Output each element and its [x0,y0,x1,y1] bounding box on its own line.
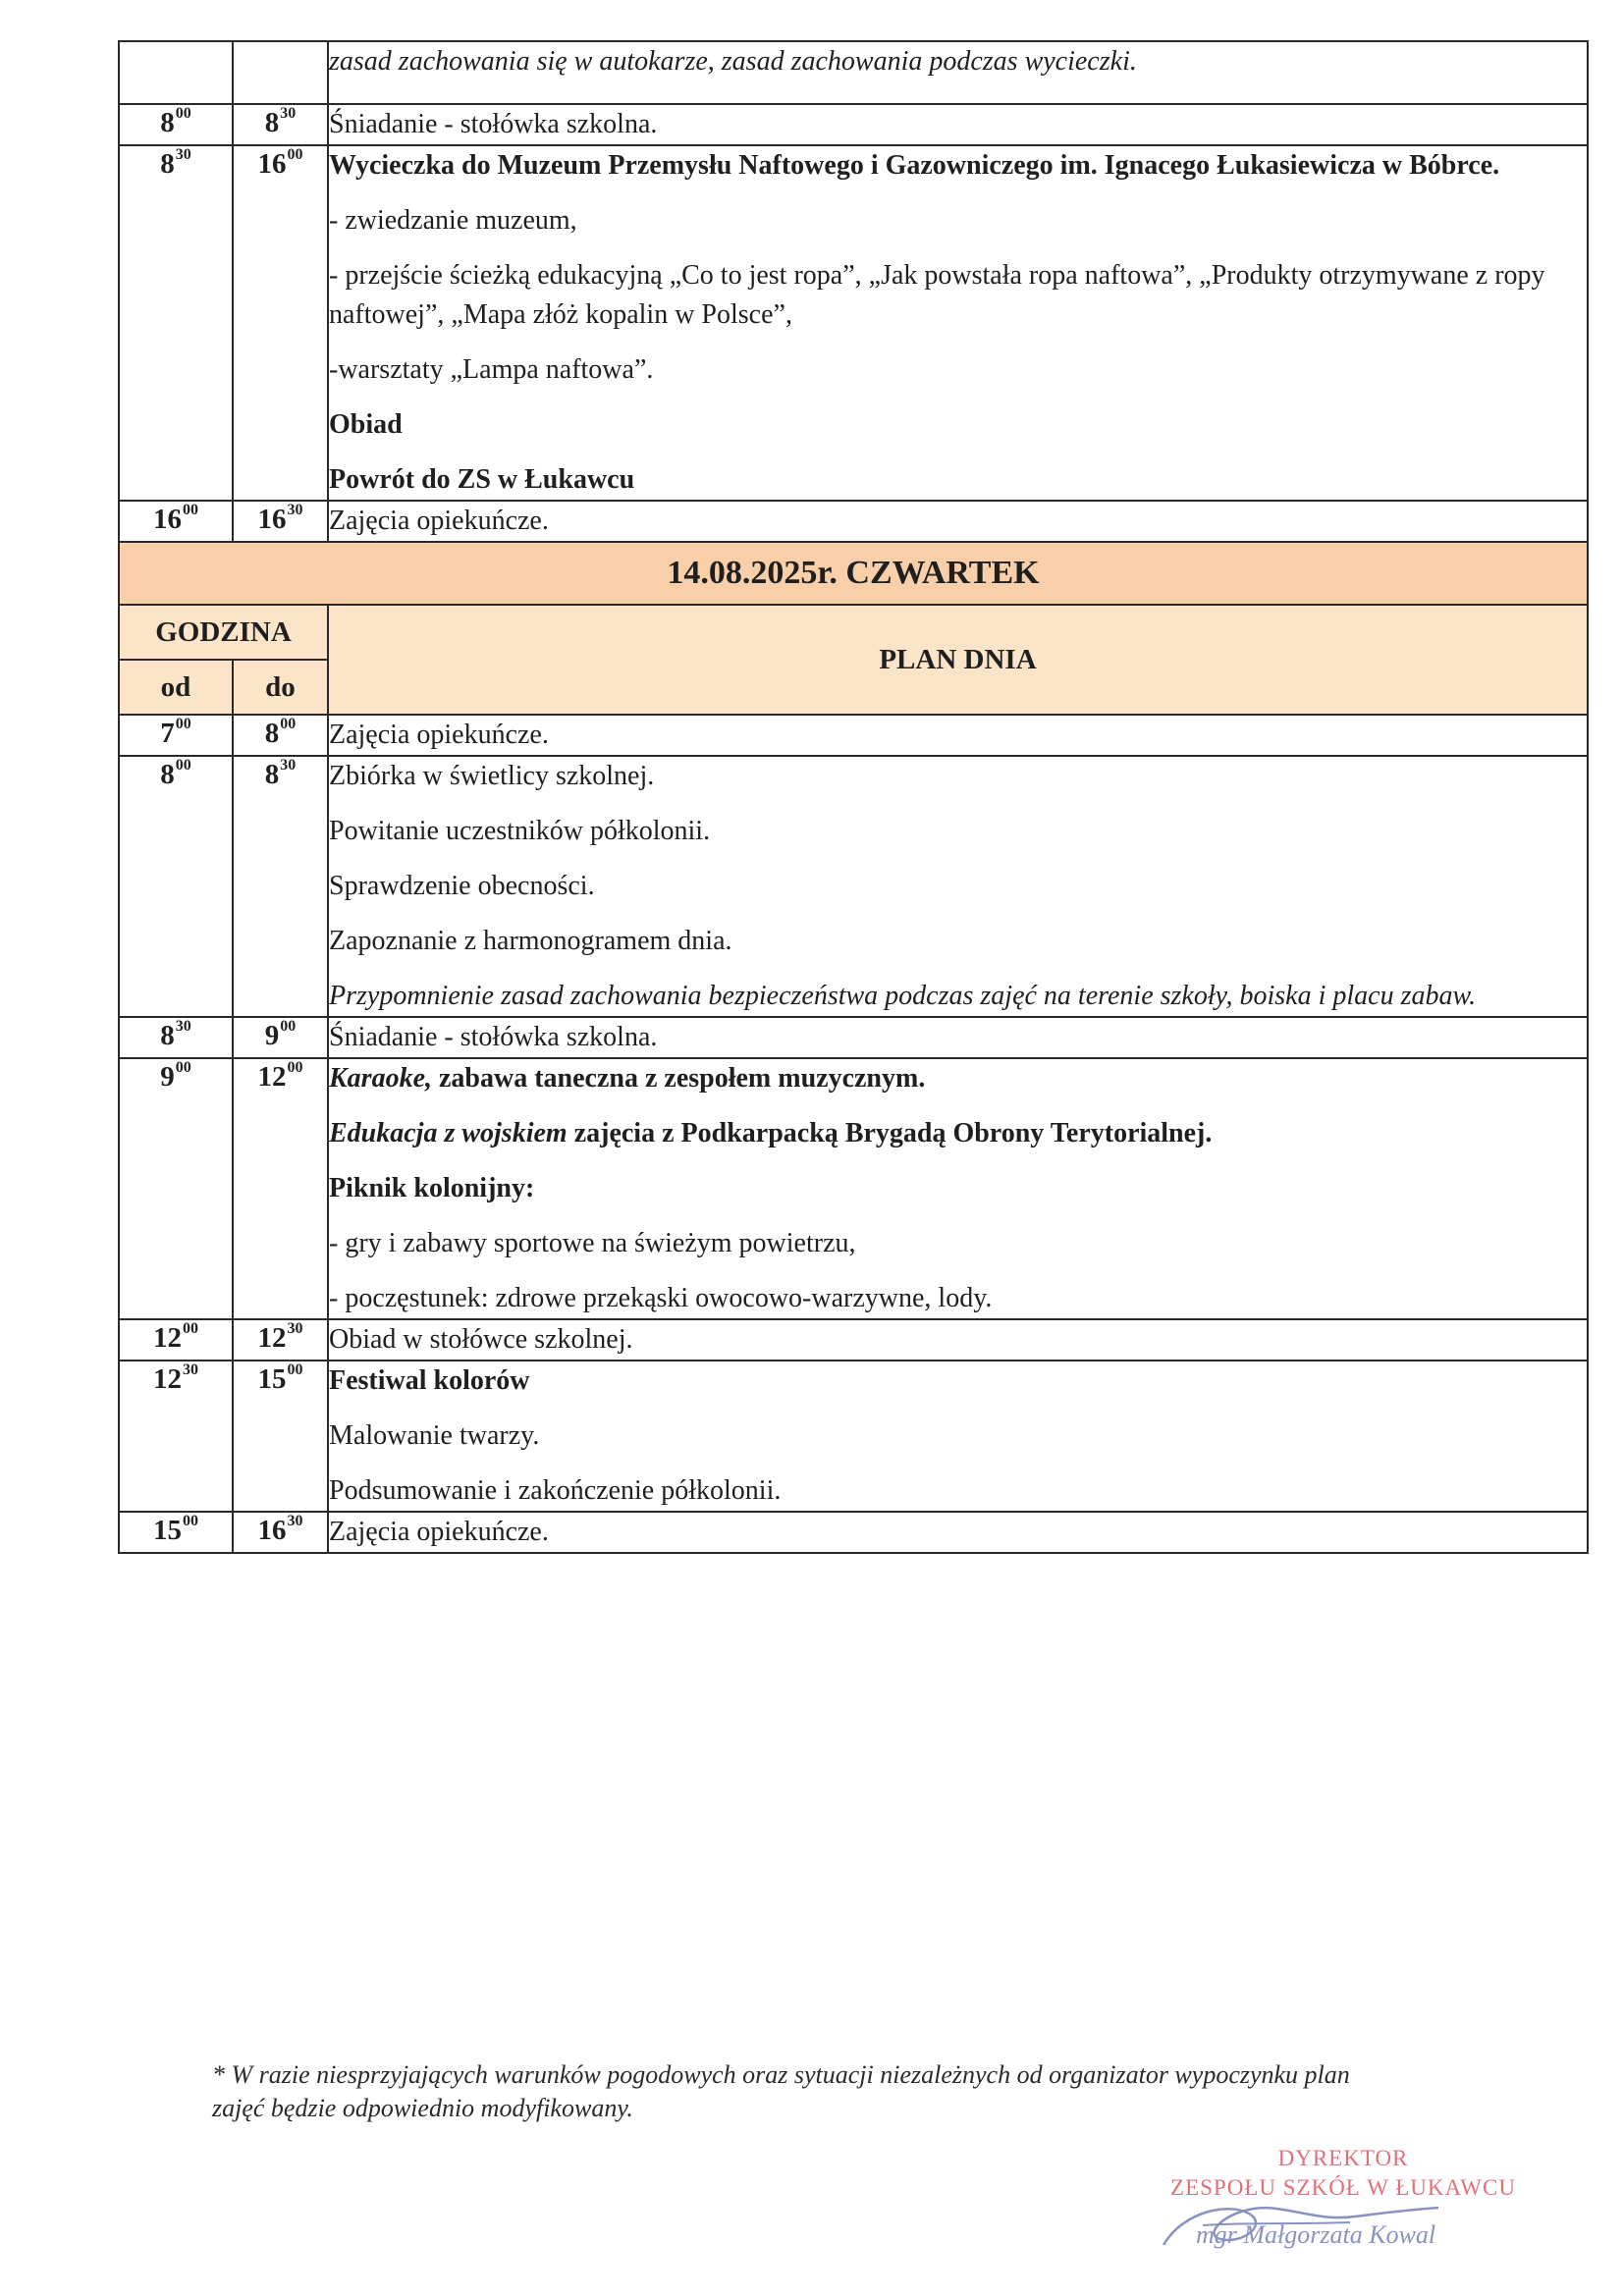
time-to-minutes: 30 [280,757,297,774]
activity-description [328,756,1588,1017]
activity-line: Sprawdzenie obecności. [329,871,595,901]
activity-line: Wycieczka do Muzeum Przemysłu Naftowego i Gazowniczego im. Ignacego Łukasiewicza w Bóbrce. [329,150,1500,181]
activity-line: Malowanie twarzy. [329,1420,540,1451]
time-from-hour: 8 [160,1020,175,1051]
time-to-minutes: 00 [280,716,297,732]
activity-description [328,104,1588,145]
time-from [119,1319,233,1361]
time-to-minutes: 30 [287,1513,303,1529]
time-to-hour: 15 [257,1363,287,1395]
activity-line: Przypomnienie zasad zachowania bezpieczeństwa podczas zajęć na terenie szkoły, boiska i placu zabaw. [329,981,1477,1011]
time-to [233,1017,328,1058]
activity-line: Obiad [329,409,403,440]
activity-line [329,1059,1587,1098]
activity-line: Zajęcia opiekuńcze. [329,506,549,536]
time-to-hour: 16 [257,148,287,180]
time-to [233,1319,328,1361]
time-to [233,1512,328,1553]
time-to [233,715,328,756]
footnote: * W razie niesprzyjających warunków pogodowych oraz sytuacji niezależnych od organizator wypoczynku plan zajęć będzie odpowiednio modyfikowany. [212,2060,1350,2122]
time-to-minutes: 00 [287,1059,303,1076]
schedule-row [119,145,1588,501]
activity-line [329,1114,1587,1153]
activity-line: Powrót do ZS w Łukawcu [329,464,635,495]
schedule-table [118,40,1589,1554]
activity-line: Powitanie uczestników półkolonii. [329,816,711,846]
time-to-hour: 8 [264,107,280,138]
schedule-row [119,501,1588,542]
time-from-minutes: 00 [175,105,191,122]
time-to [233,501,328,542]
time-from [119,1512,233,1553]
time-from [119,41,233,104]
time-from-hour: 7 [160,718,175,749]
time-from [119,145,233,501]
time-from [119,104,233,145]
schedule-row [119,104,1588,145]
time-to-minutes: 30 [287,1320,303,1337]
time-to [233,41,328,104]
time-from-hour: 15 [153,1515,182,1546]
activity-line: - zwiedzanie muzeum, [329,205,577,236]
activity-description [328,1017,1588,1058]
activity-line: zasad zachowania się w autokarze, zasad zachowania podczas wycieczki. [329,46,1137,77]
time-from [119,1017,233,1058]
schedule-part-2 [119,715,1588,1553]
activity-description [328,1361,1588,1512]
godzina-header: GODZINA [119,605,328,660]
schedule-row [119,1017,1588,1058]
time-from-minutes: 00 [175,716,191,732]
time-from-minutes: 30 [175,1018,191,1035]
plan-dnia-header: PLAN DNIA [328,605,1588,715]
time-from-hour: 16 [153,504,182,535]
schedule-row [119,1058,1588,1319]
time-to-minutes: 00 [280,1018,297,1035]
activity-description [328,1058,1588,1319]
time-from-minutes: 00 [183,502,198,518]
day-title-row [119,542,1588,605]
time-from [119,756,233,1017]
time-from-hour: 12 [153,1322,182,1354]
time-from-hour: 8 [160,148,175,180]
time-from-hour: 8 [160,759,175,790]
activity-line: - poczęstunek: zdrowe przekąski owocowo-warzywne, lody. [329,1283,993,1313]
time-to-hour: 9 [264,1020,280,1051]
activity-line: Zbiórka w świetlicy szkolnej. [329,761,655,791]
schedule-row [119,1512,1588,1553]
activity-line: Festiwal kolorów [329,1365,530,1396]
stamp-school: ZESPOŁU SZKÓŁ W ŁUKAWCU [1170,2175,1516,2200]
activity-line-part: Karaoke, [329,1063,432,1094]
time-to-hour: 8 [264,759,280,790]
column-header-row-1 [119,605,1588,660]
stamp-title: DYREKTOR [1277,2146,1409,2170]
time-from [119,1058,233,1319]
time-from-hour: 9 [160,1061,175,1093]
activity-line-part: zajęcia z Podkarpacką Brygadą Obrony Terytorialnej. [567,1118,1213,1148]
time-to-hour: 12 [257,1322,287,1354]
time-to-minutes: 00 [287,146,303,163]
schedule-row [119,1361,1588,1512]
schedule-row [119,715,1588,756]
time-to-minutes: 00 [287,1362,303,1378]
time-to-hour: 16 [257,1515,287,1546]
time-to [233,1361,328,1512]
activity-line: Obiad w stołówce szkolnej. [329,1324,633,1355]
activity-line: Śniadanie - stołówka szkolna. [329,109,658,139]
time-from-hour: 8 [160,107,175,138]
time-to [233,756,328,1017]
time-from [119,501,233,542]
activity-line: -warsztaty „Lampa naftowa”. [329,354,654,385]
activity-line: - gry i zabawy sportowe na świeżym powietrzu, [329,1228,856,1258]
time-to [233,104,328,145]
time-from-minutes: 30 [183,1362,198,1378]
activity-line: Piknik kolonijny: [329,1173,535,1203]
activity-description [328,41,1588,104]
time-to [233,1058,328,1319]
time-to-minutes: 30 [287,502,303,518]
time-from-minutes: 00 [183,1513,198,1529]
day-title: 14.08.2025r. CZWARTEK [119,542,1588,605]
activity-line: Śniadanie - stołówka szkolna. [329,1022,658,1052]
activity-line: Zajęcia opiekuńcze. [329,720,549,750]
day-section-header [119,542,1588,715]
time-from [119,715,233,756]
activity-line: Podsumowanie i zakończenie półkolonii. [329,1475,782,1506]
time-from [119,1361,233,1512]
activity-description [328,1319,1588,1361]
activity-description [328,501,1588,542]
activity-line-part: zabawa taneczna z zespołem muzycznym. [432,1063,926,1094]
time-from-minutes: 00 [175,1059,191,1076]
schedule-row [119,1319,1588,1361]
schedule-part-1 [119,41,1588,542]
time-to [233,145,328,501]
activity-line-part: Edukacja z wojskiem [329,1118,568,1148]
time-from-minutes: 00 [183,1320,198,1337]
schedule-row [119,41,1588,104]
schedule-row [119,756,1588,1017]
activity-description [328,145,1588,501]
do-header: do [233,660,328,715]
activity-description [328,715,1588,756]
time-from-hour: 12 [153,1363,182,1395]
activity-line: Zapoznanie z harmonogramem dnia. [329,926,732,956]
od-header: od [119,660,233,715]
activity-line: Zajęcia opiekuńcze. [329,1517,549,1547]
time-from-minutes: 00 [175,757,191,774]
time-to-hour: 8 [264,718,280,749]
signer-name: mgr Małgorzata Kowal [1196,2220,1436,2249]
time-from-minutes: 30 [175,146,191,163]
time-to-hour: 12 [257,1061,287,1093]
time-to-hour: 16 [257,504,287,535]
time-to-minutes: 30 [280,105,297,122]
activity-line: - przejście ścieżką edukacyjną „Co to jest ropa”, „Jak powstała ropa naftowa”, „Produkty otrzymywane z ropy naftowej”, „Mapa złóż kopalin w Polsce”, [329,260,1545,330]
activity-description [328,1512,1588,1553]
